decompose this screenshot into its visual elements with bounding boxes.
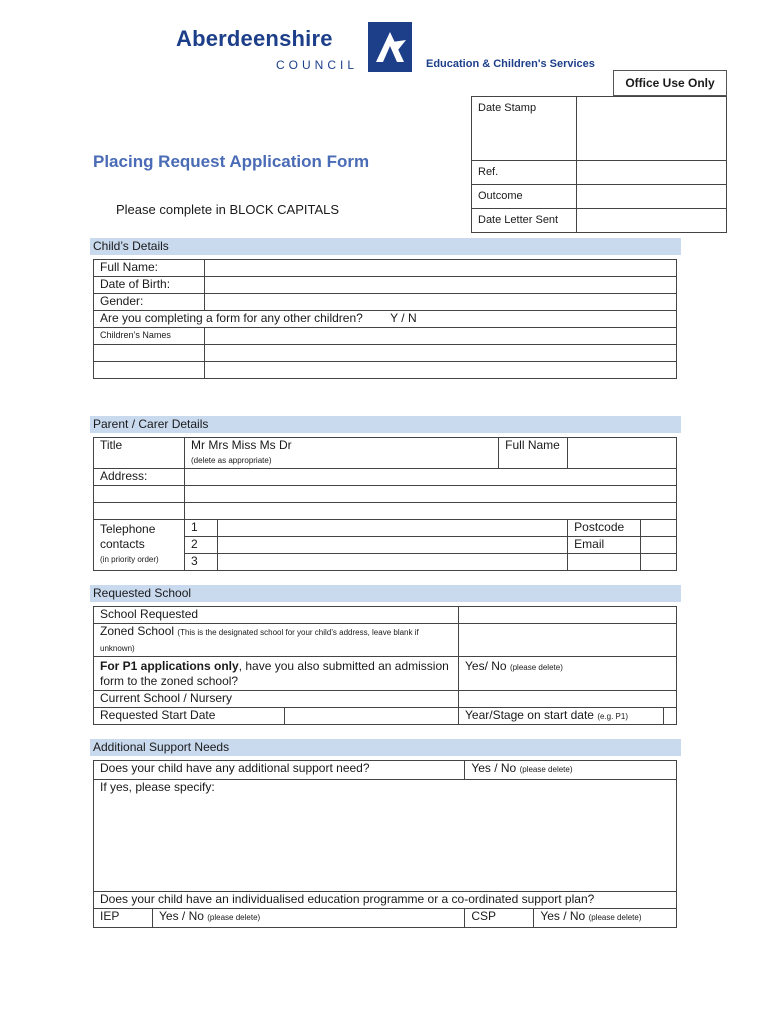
email-label: Email [568, 537, 641, 554]
telephone-label: Telephone [100, 522, 156, 536]
dob-label: Date of Birth: [94, 277, 205, 294]
csp-label: CSP [465, 909, 534, 928]
iep-label: IEP [94, 909, 153, 928]
date-stamp-label: Date Stamp [472, 97, 577, 161]
child-details-table [93, 259, 677, 379]
address-blank-3 [94, 503, 185, 520]
gender-label: Gender: [94, 294, 205, 311]
section-heading-school: Requested School [90, 585, 681, 602]
p1-bold: For P1 applications only [100, 659, 239, 673]
date-letter-field[interactable] [577, 209, 727, 233]
children-names-blank-3 [94, 362, 205, 379]
p1-yesno[interactable]: Yes/ No [465, 659, 507, 673]
start-date-label: Requested Start Date [94, 708, 285, 725]
phone-field-1[interactable] [218, 520, 568, 537]
gender-field[interactable] [205, 294, 677, 311]
instruction-text: Please complete in BLOCK CAPITALS [116, 202, 340, 217]
parent-details-table [93, 437, 677, 571]
department-name: Education & Children's Services [426, 58, 595, 70]
contacts-label: contacts [100, 537, 145, 551]
school-table [93, 606, 677, 725]
current-school-field[interactable] [459, 691, 677, 708]
office-use-table [471, 96, 727, 233]
office-use-label: Office Use Only [613, 70, 727, 96]
section-heading-asn: Additional Support Needs [90, 739, 681, 756]
postcode-label: Postcode [568, 520, 641, 537]
address-blank-2 [94, 486, 185, 503]
email-field[interactable] [641, 537, 677, 554]
phone-field-3[interactable] [218, 554, 568, 571]
ref-label: Ref. [472, 161, 577, 185]
csp-delete-note: (please delete) [588, 913, 642, 922]
zoned-school-note: (This is the designated school for your child’s address, leave blank if unknown) [100, 628, 419, 653]
zoned-school-field[interactable] [459, 624, 677, 657]
delete-note: (delete as appropriate) [191, 456, 272, 465]
csp-answer-cell[interactable] [534, 909, 677, 928]
csp-yesno[interactable]: Yes / No [540, 909, 586, 923]
date-stamp-field[interactable] [577, 97, 727, 161]
section-heading-parent: Parent / Carer Details [90, 416, 681, 433]
iep-answer-cell[interactable] [153, 909, 465, 928]
outcome-label: Outcome [472, 185, 577, 209]
p1-delete-note: (please delete) [509, 663, 563, 672]
email-field-2[interactable] [641, 554, 677, 571]
telephone-label-cell [94, 520, 185, 571]
postcode-field[interactable] [641, 520, 677, 537]
other-children-row [94, 311, 677, 328]
children-names-field-1[interactable] [205, 328, 677, 345]
school-requested-field[interactable] [459, 607, 677, 624]
asn-specify-label: If yes, please specify: [100, 780, 215, 794]
year-stage-field[interactable] [664, 708, 677, 725]
ref-field[interactable] [577, 161, 727, 185]
address-field-2[interactable] [185, 486, 677, 503]
iep-yesno[interactable]: Yes / No [159, 909, 204, 923]
asn-table [93, 760, 677, 928]
email-blank [568, 554, 641, 571]
children-names-field-3[interactable] [205, 362, 677, 379]
full-name-label: Full Name: [94, 260, 205, 277]
plan-question: Does your child have an individualised education programme or a co-ordinated support plan? [94, 892, 677, 909]
year-stage-label: Year/Stage on start date [465, 708, 594, 722]
phone-number-2: 2 [185, 537, 218, 554]
zoned-school-label: Zoned School [100, 624, 175, 638]
other-children-question: Are you completing a form for any other children? [100, 311, 363, 325]
current-school-label: Current School / Nursery [94, 691, 459, 708]
children-names-label: Children’s Names [94, 328, 205, 345]
title-options[interactable]: Mr Mrs Miss Ms Dr [191, 438, 292, 452]
year-stage-cell [459, 708, 664, 725]
full-name-parent-field[interactable] [568, 438, 677, 469]
asn-yesno[interactable]: Yes / No [471, 761, 517, 775]
zoned-school-cell [94, 624, 459, 657]
asn-delete-note: (please delete) [519, 765, 573, 774]
section-heading-child: Child’s Details [90, 238, 681, 255]
asn-answer-cell[interactable] [465, 761, 677, 780]
p1-question-cell [94, 657, 459, 691]
year-stage-example: (e.g. P1) [597, 712, 629, 721]
full-name-field[interactable] [205, 260, 677, 277]
address-field-1[interactable] [185, 469, 677, 486]
date-letter-label: Date Letter Sent [472, 209, 577, 233]
iep-delete-note: (please delete) [207, 913, 261, 922]
outcome-field[interactable] [577, 185, 727, 209]
priority-note: (in priority order) [100, 555, 159, 564]
phone-number-1: 1 [185, 520, 218, 537]
title-options-cell[interactable] [185, 438, 499, 469]
address-label: Address: [94, 469, 185, 486]
asn-specify-field[interactable] [94, 780, 677, 892]
start-date-field[interactable] [285, 708, 459, 725]
address-field-3[interactable] [185, 503, 677, 520]
council-logo-icon [368, 22, 412, 72]
asn-question: Does your child have any additional support need? [94, 761, 465, 780]
school-requested-label: School Requested [94, 607, 459, 624]
children-names-field-2[interactable] [205, 345, 677, 362]
dob-field[interactable] [205, 277, 677, 294]
council-subtitle: COUNCIL [276, 58, 359, 72]
phone-field-2[interactable] [218, 537, 568, 554]
p1-answer-cell[interactable] [459, 657, 677, 691]
children-names-blank-2 [94, 345, 205, 362]
title-label: Title [94, 438, 185, 469]
full-name-parent-label: Full Name [499, 438, 568, 469]
phone-number-3: 3 [185, 554, 218, 571]
page-title: Placing Request Application Form [93, 152, 370, 171]
council-name: Aberdeenshire [176, 26, 333, 51]
p1-question: , have you also submitted an admission form to the zoned school? [100, 659, 449, 688]
other-children-yn[interactable]: Y / N [390, 311, 417, 325]
